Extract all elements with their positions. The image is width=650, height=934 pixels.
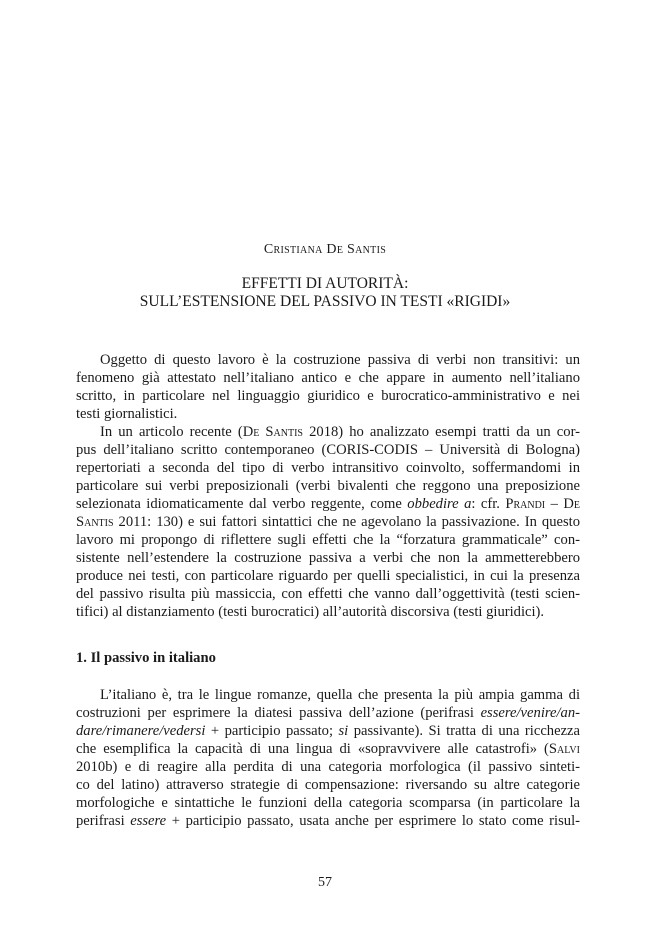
citation-author: Prandi	[505, 496, 546, 512]
text-line: Oggetto di questo lavoro è la costruzione passiva di verbi non transitivi: un	[100, 352, 580, 368]
body-text-section-1	[76, 686, 580, 830]
page-number: 57	[318, 875, 332, 890]
text-line: fenomeno già attestato nell’italiano antico e che appare in aumento nell’italiano	[76, 370, 580, 386]
text-line: testi giornalistici.	[76, 406, 178, 422]
text-line: che esemplifica la capacità di una lingua di «sopravvivere alle catastrofi» (Salvi	[76, 741, 580, 757]
author-name: Cristiana De Santis	[263, 242, 387, 257]
text-line: perifrasi essere + participio passato, usata anche per esprimere lo stato come risul-	[76, 813, 580, 829]
citation-author: De	[563, 496, 580, 512]
text-line: lavoro mi propongo di riflettere sugli effetti che la “forzatura grammaticale” con-	[76, 532, 580, 548]
citation-author: Salvi	[548, 741, 580, 757]
text-line: sistente nell’estendere la costruzione passiva a verbi che non la ammetterebbero	[76, 550, 580, 566]
article-title	[0, 275, 650, 311]
text-line: particolare sui verbi preposizionali (verbi bivalenti che reggono una preposizione	[76, 478, 580, 494]
text-line: co del latino) attraverso strategie di compensazione: riversando su altre categorie	[76, 777, 580, 793]
text-line: selezionata idiomaticamente dal verbo reggente, come obbedire a: cfr. Prandi – De	[76, 496, 580, 512]
title-line-1: EFFETTI DI AUTORITÀ:	[241, 275, 409, 292]
text-line: Santis 2011: 130) e sui fattori sintattici che ne agevolano la passivazione. In questo	[76, 514, 580, 530]
text-line: costruzioni per esprimere la diatesi passiva dell’azione (perifrasi essere/venire/an-	[76, 705, 580, 721]
text-line: tifici) al distanziamento (testi burocratici) all’autorità discorsiva (testi giuridici).	[76, 604, 545, 620]
text-line: scritto, in particolare nel linguaggio giuridico e burocratico-amministrativo e nei	[76, 388, 580, 404]
text-line: del passivo risulta più massiccia, con effetti che vanno dall’oggettività (testi scien-	[76, 586, 580, 602]
italic-term: dare/rimanere/vedersi	[76, 723, 206, 739]
italic-term: essere/venire/an-	[480, 705, 580, 721]
italic-term: essere	[130, 813, 167, 829]
section-heading: 1. Il passivo in italiano	[76, 650, 216, 666]
text-line: morfologiche e sintattiche le funzioni della categoria scomparsa (in particolare la	[76, 795, 580, 811]
text-line: produce nei testi, con particolare riguardo per quelli specialistici, in cui la presenza	[76, 568, 580, 584]
text-line: L’italiano è, tra le lingue romanze, quella che presenta la più ampia gamma di	[100, 687, 580, 703]
text-line: 2010b) e di reagire alla perdita di una categoria morfologica (il passivo sinteti-	[76, 759, 580, 775]
text-line: repertoriati a seconda del tipo di verbo intransitivo coinvolto, soffermandomi in	[76, 460, 580, 476]
title-line-2: SULL’ESTENSIONE DEL PASSIVO IN TESTI «RIGIDI»	[139, 293, 511, 310]
citation-author: Santis	[76, 514, 114, 530]
text-line: In un articolo recente (De Santis 2018) ho analizzato esempi tratti da un cor-	[100, 424, 581, 440]
citation-author: De Santis	[242, 424, 303, 440]
italic-term: obbedire a	[407, 496, 472, 512]
italic-term: si	[338, 723, 349, 739]
text-line: pus dell’italiano scritto contemporaneo (CORIS-CODIS – Università di Bologna)	[76, 442, 580, 458]
body-text	[76, 351, 580, 621]
text-line: dare/rimanere/vedersi + participio passato; si passivante). Si tratta di una ricchezza	[76, 723, 580, 739]
